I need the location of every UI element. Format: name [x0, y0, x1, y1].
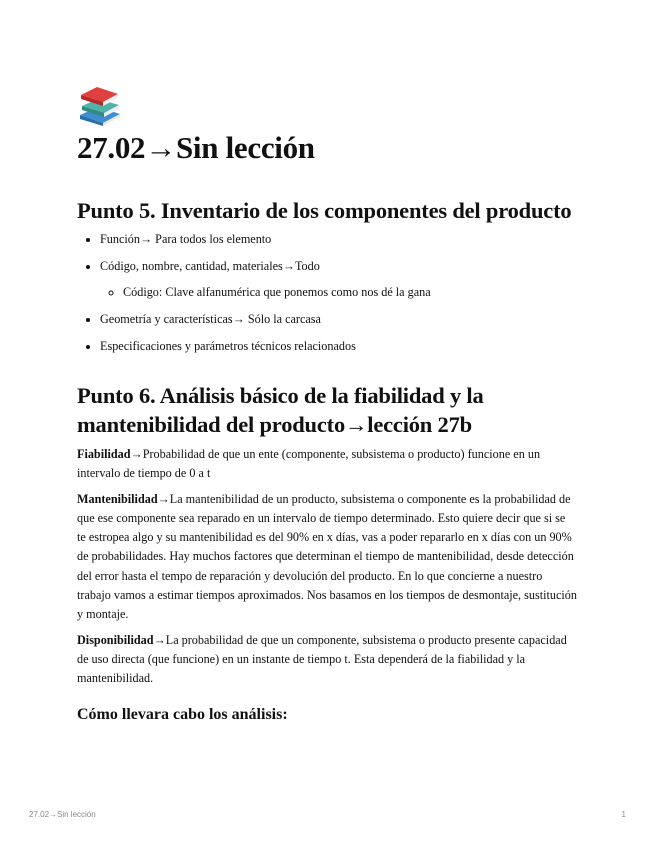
page-title: 27.02→Sin lección: [77, 130, 315, 165]
nested-list: [100, 284, 577, 300]
disponibilidad-term: Disponibilidad: [77, 632, 154, 647]
mantenibilidad-paragraph: [77, 490, 577, 625]
disponibilidad-text: →La probabilidad de que un componente, subsistema o producto presente capacidad de uso directa (que funcione) en un instante de tiempo t. Esta dependerá de la fiabilidad y la mantenibilidad.: [77, 632, 567, 686]
mantenibilidad-text: →La mantenibilidad de un producto, subsistema o componente es la probabilidad de que ese componente sea reparado en un intervalo de tiempo determinado. Esto quiere decir que si se te estropea algo y su mantenibilidad es del 90% en x días, vas a poder repararlo en x días con un 90% de probabilidades. Hay muchos factores que determinan el tiempo de mantenibilidad, desde detección del error hasta el tempo de reparación y devolución del producto. En lo que concierne a nuestro trabajo vamos a estimar tiempos aproximados. Nos basamos en los tiempos de desmontaje, sustitución y montaje.: [77, 491, 577, 622]
page-number: 1: [621, 810, 626, 819]
page-content: [77, 84, 577, 725]
fiabilidad-paragraph: [77, 445, 577, 484]
section-5-heading: Punto 5. Inventario de los componentes del producto: [77, 198, 572, 223]
inventory-list: [77, 231, 577, 354]
fiabilidad-text: →Probabilidad de que un ente (componente, subsistema o producto) funcione en un intervalo de tiempo de 0 a t: [77, 447, 541, 481]
mantenibilidad-term: Mantenibilidad: [77, 491, 158, 506]
list-item: • Función→ Para todos los elemento: [100, 231, 577, 247]
fiabilidad-term: Fiabilidad: [77, 447, 131, 461]
list-item: • Geometría y características→ Sólo la carcasa: [100, 311, 577, 327]
section-6-heading: Punto 6. Análisis básico de la fiabilidad y la mantenibilidad del producto→lección 27b: [77, 383, 484, 437]
page-footer: [29, 810, 626, 822]
list-item-text: Código, nombre, cantidad, materiales→Todo: [100, 259, 320, 273]
books-icon: [77, 84, 123, 126]
disponibilidad-paragraph: [77, 631, 577, 689]
list-item: • Especificaciones y parámetros técnicos relacionados: [100, 338, 577, 354]
analysis-subheading: Cómo llevara cabo los análisis:: [77, 705, 288, 723]
footer-title: 27.02→Sin lección: [29, 810, 96, 819]
nested-list-item: ◦ Código: Clave alfanumérica que ponemos como nos dé la gana: [123, 284, 577, 300]
list-item: [100, 258, 577, 300]
